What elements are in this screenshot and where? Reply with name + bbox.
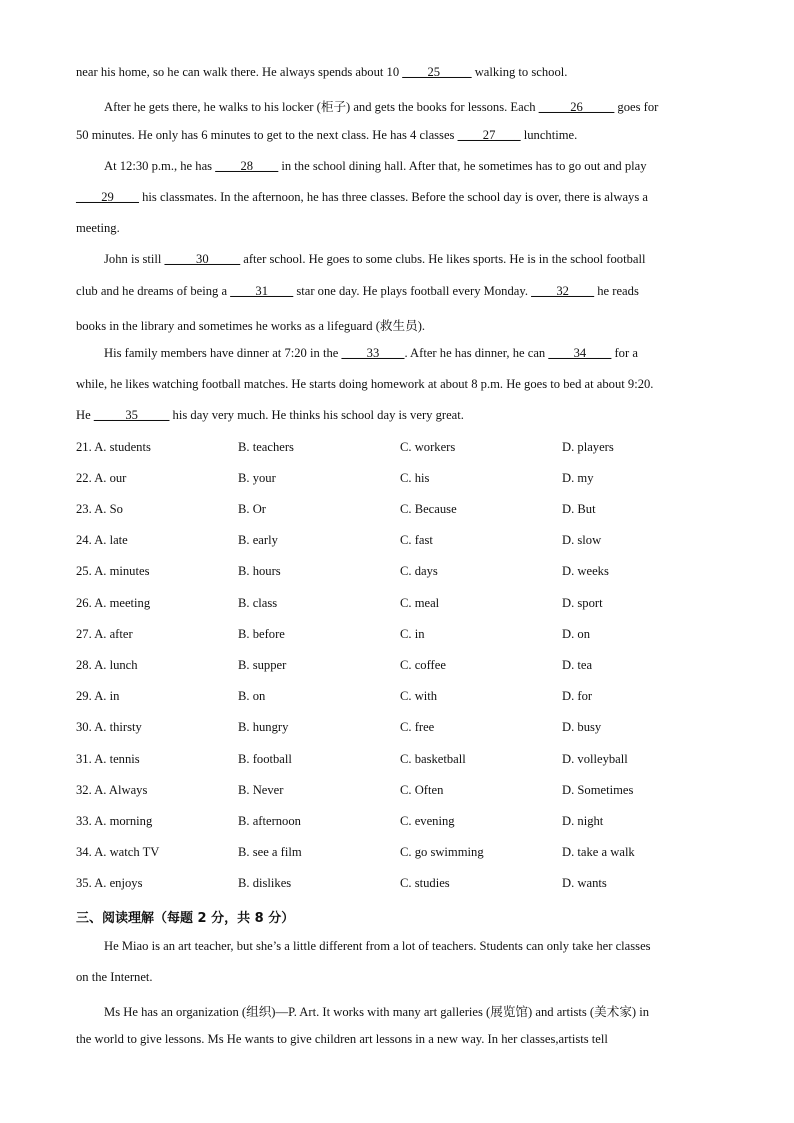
- option-b: B. football: [238, 752, 292, 766]
- option-b: B. early: [238, 533, 278, 547]
- option-d: D. slow: [562, 533, 602, 547]
- text: after school. He goes to some clubs. He likes sports. He is in the school football: [240, 252, 646, 266]
- option-c: C. free: [400, 720, 435, 734]
- option-c: C. fast: [400, 533, 433, 547]
- text: He: [76, 408, 94, 422]
- blank-25: ____25_____: [402, 65, 472, 79]
- text: At 12:30 p.m., he has: [104, 159, 216, 173]
- passage-line: [76, 190, 716, 205]
- option-a: 21. A. students: [76, 440, 151, 454]
- blank-26: _____26_____: [538, 100, 615, 114]
- option-d: D. busy: [562, 720, 602, 734]
- blank-34: ____34____: [548, 346, 612, 360]
- option-d: D. take a walk: [562, 845, 635, 859]
- blank-27: ____27____: [457, 128, 521, 142]
- text: in the school dining hall. After that, he sometimes has to go out and play: [278, 159, 647, 173]
- option-c: C. with: [400, 689, 438, 703]
- option-b: B. supper: [238, 658, 287, 672]
- option-c: C. studies: [400, 876, 450, 890]
- option-b: B. Never: [238, 783, 284, 797]
- text: His family members have dinner at 7:20 in the: [104, 346, 342, 360]
- option-a: 24. A. late: [76, 533, 128, 547]
- reading-line: on the Internet.: [76, 970, 153, 984]
- option-a: 23. A. So: [76, 502, 123, 516]
- option-c: C. in: [400, 627, 425, 641]
- passage-line: [76, 65, 716, 80]
- option-c: C. his: [400, 471, 430, 485]
- passage-line: [104, 346, 716, 361]
- blank-33: ____33____: [341, 346, 405, 360]
- option-d: D. on: [562, 627, 590, 641]
- passage-line: [104, 252, 716, 267]
- option-b: B. dislikes: [238, 876, 292, 890]
- option-a: 33. A. morning: [76, 814, 153, 828]
- option-d: D. my: [562, 471, 594, 485]
- passage-line: [76, 377, 716, 392]
- option-d: D. Sometimes: [562, 783, 634, 797]
- passage-line: [104, 96, 716, 115]
- text: while, he likes watching football matches. He starts doing homework at about 8 p.m. He goes to bed at about 9:20.: [76, 377, 654, 391]
- text: books in the library and sometimes he works as a lifeguard (救生员).: [76, 319, 426, 333]
- option-d: D. wants: [562, 876, 607, 890]
- option-a: 22. A. our: [76, 471, 127, 485]
- text: John is still: [104, 252, 165, 266]
- option-a: 31. A. tennis: [76, 752, 140, 766]
- text: he reads: [594, 284, 639, 298]
- blank-31: ____31____: [230, 284, 294, 298]
- text: meeting.: [76, 221, 120, 235]
- passage-line: [76, 221, 716, 236]
- blank-32: ____32____: [531, 284, 595, 298]
- text: for a: [611, 346, 638, 360]
- text: walking to school.: [471, 65, 568, 79]
- text: . After he has dinner, he can: [404, 346, 549, 360]
- option-b: B. afternoon: [238, 814, 301, 828]
- passage-line: [76, 128, 716, 143]
- text: lunchtime.: [520, 128, 578, 142]
- text: goes for: [614, 100, 659, 114]
- passage-line: [76, 284, 716, 299]
- passage-line: [76, 408, 716, 423]
- text: club and he dreams of being a: [76, 284, 231, 298]
- option-c: C. meal: [400, 596, 440, 610]
- option-a: 26. A. meeting: [76, 596, 151, 610]
- option-b: B. class: [238, 596, 278, 610]
- text: his classmates. In the afternoon, he has three classes. Before the school day is over, there is always a: [138, 190, 648, 204]
- option-b: B. hours: [238, 564, 281, 578]
- option-a: 25. A. minutes: [76, 564, 150, 578]
- option-b: B. before: [238, 627, 285, 641]
- passage-line: [76, 315, 716, 334]
- option-a: 29. A. in: [76, 689, 120, 703]
- blank-30: _____30_____: [164, 252, 241, 266]
- option-b: B. your: [238, 471, 276, 485]
- option-a: 34. A. watch TV: [76, 845, 160, 859]
- option-b: B. teachers: [238, 440, 294, 454]
- option-d: D. for: [562, 689, 593, 703]
- text: his day very much. He thinks his school day is very great.: [169, 408, 464, 422]
- option-a: 30. A. thirsty: [76, 720, 142, 734]
- option-c: C. Often: [400, 783, 444, 797]
- blank-28: ____28____: [215, 159, 279, 173]
- text: near his home, so he can walk there. He always spends about 10: [76, 65, 403, 79]
- passage-line: [104, 159, 716, 174]
- blank-35: _____35_____: [93, 408, 170, 422]
- option-d: D. tea: [562, 658, 593, 672]
- option-c: C. coffee: [400, 658, 446, 672]
- option-a: 32. A. Always: [76, 783, 148, 797]
- reading-line: the world to give lessons. Ms He wants to give children art lessons in a new way. In her classes,artists tell: [76, 1032, 608, 1046]
- option-d: D. But: [562, 502, 596, 516]
- blank-29: ____29____: [76, 190, 139, 204]
- option-c: C. workers: [400, 440, 456, 454]
- option-d: D. volleyball: [562, 752, 628, 766]
- option-b: B. see a film: [238, 845, 302, 859]
- option-b: B. on: [238, 689, 266, 703]
- option-d: D. sport: [562, 596, 603, 610]
- option-a: 27. A. after: [76, 627, 133, 641]
- option-c: C. go swimming: [400, 845, 484, 859]
- option-d: D. night: [562, 814, 604, 828]
- section-title: 三、阅读理解（每题 2 分，共 8 分）: [76, 911, 295, 926]
- option-b: B. Or: [238, 502, 266, 516]
- option-d: D. weeks: [562, 564, 609, 578]
- option-c: C. basketball: [400, 752, 466, 766]
- option-b: B. hungry: [238, 720, 289, 734]
- text: After he gets there, he walks to his locker (柜子) and gets the books for lessons. Each: [104, 100, 539, 114]
- option-a: 35. A. enjoys: [76, 876, 143, 890]
- option-c: C. Because: [400, 502, 457, 516]
- option-a: 28. A. lunch: [76, 658, 138, 672]
- reading-line: Ms He has an organization (组织)—P. Art. It works with many art galleries (展览馆) and artists (美术家) in: [104, 1005, 650, 1019]
- option-c: C. days: [400, 564, 438, 578]
- text: star one day. He plays football every Monday.: [293, 284, 532, 298]
- option-d: D. players: [562, 440, 614, 454]
- text: 50 minutes. He only has 6 minutes to get to the next class. He has 4 classes: [76, 128, 458, 142]
- reading-line: He Miao is an art teacher, but she’s a little different from a lot of teachers. Students can only take her classes: [104, 939, 651, 953]
- option-c: C. evening: [400, 814, 455, 828]
